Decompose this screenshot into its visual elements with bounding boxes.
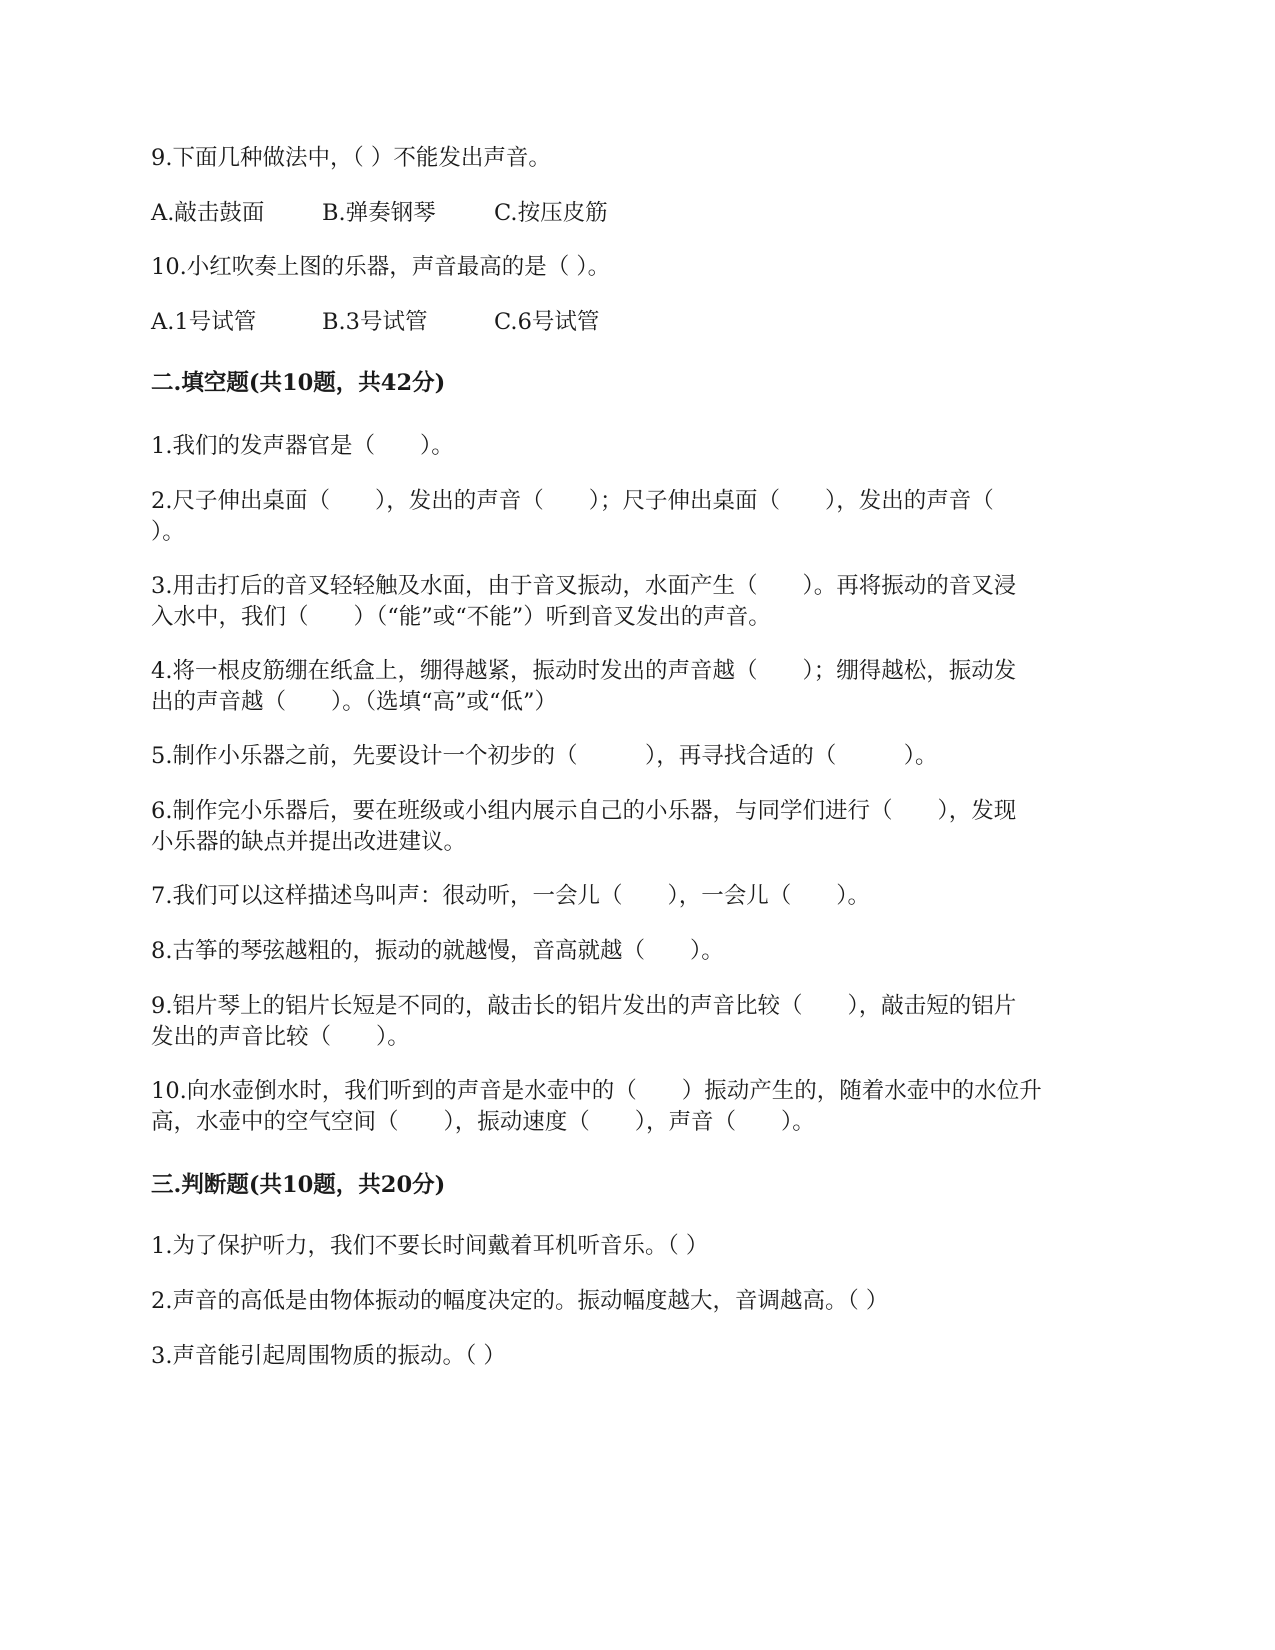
judge-question-2: 2.声音的高低是由物体振动的幅度决定的。振动幅度越大，音调越高。（ ） bbox=[151, 1288, 889, 1314]
fill-question-7: 7.我们可以这样描述鸟叫声：很动听，一会儿（ ），一会儿（ ）。 bbox=[151, 883, 870, 909]
fill-question-4-line-1: 4.将一根皮筋绷在纸盒上，绷得越紧，振动时发出的声音越（ ）；绷得越松，振动发 bbox=[151, 658, 1017, 684]
choice-question-10-stem: 10.小红吹奏上图的乐器，声音最高的是（ ）。 bbox=[151, 254, 611, 280]
fill-question-4-line-2: 出的声音越（ ）。（选填“高”或“低”） bbox=[151, 689, 558, 715]
judge-question-3: 3.声音能引起周围物质的振动。（ ） bbox=[151, 1343, 506, 1369]
fill-question-9-line-2: 发出的声音比较（ ）。 bbox=[151, 1024, 410, 1050]
choice-question-9-stem: 9.下面几种做法中，（ ）不能发出声音。 bbox=[151, 145, 551, 171]
choice-question-9-options bbox=[151, 197, 1121, 230]
fill-question-3-line-1: 3.用击打后的音叉轻轻触及水面，由于音叉振动，水面产生（ ）。再将振动的音叉浸 bbox=[151, 573, 1017, 599]
option-c: C.按压皮筋 bbox=[494, 200, 608, 226]
option-c: C.6号试管 bbox=[494, 309, 600, 335]
fill-question-5: 5.制作小乐器之前，先要设计一个初步的（ ），再寻找合适的（ ）。 bbox=[151, 743, 938, 769]
fill-question-2-line-2: ）。 bbox=[151, 519, 185, 545]
fill-question-2-line-1: 2.尺子伸出桌面（ ），发出的声音（ ）；尺子伸出桌面（ ），发出的声音（ bbox=[151, 488, 994, 514]
option-a: A.敲击鼓面 bbox=[151, 200, 265, 226]
section-heading-fill-in: 二.填空题(共10题，共42分) bbox=[151, 370, 446, 396]
fill-question-1: 1.我们的发声器官是（ ）。 bbox=[151, 433, 454, 459]
fill-question-10-line-1: 10.向水壶倒水时，我们听到的声音是水壶中的（ ）振动产生的，随着水壶中的水位升 bbox=[151, 1078, 1042, 1104]
fill-question-6-line-1: 6.制作完小乐器后，要在班级或小组内展示自己的小乐器，与同学们进行（ ），发现 bbox=[151, 798, 1017, 824]
option-b: B.3号试管 bbox=[322, 309, 428, 335]
section-heading-true-false: 三.判断题(共10题，共20分) bbox=[151, 1172, 446, 1198]
fill-question-10-line-2: 高，水壶中的空气空间（ ），振动速度（ ），声音（ ）。 bbox=[151, 1109, 815, 1135]
judge-question-1: 1.为了保护听力，我们不要长时间戴着耳机听音乐。（ ） bbox=[151, 1233, 709, 1259]
choice-question-10-options bbox=[151, 306, 1121, 339]
fill-question-6-line-2: 小乐器的缺点并提出改进建议。 bbox=[151, 829, 467, 855]
fill-question-8: 8.古筝的琴弦越粗的，振动的就越慢，音高就越（ ）。 bbox=[151, 938, 724, 964]
option-b: B.弹奏钢琴 bbox=[322, 200, 436, 226]
fill-question-3-line-2: 入水中，我们（ ）（“能”或“不能”）听到音叉发出的声音。 bbox=[151, 604, 771, 630]
fill-question-9-line-1: 9.铝片琴上的铝片长短是不同的，敲击长的铝片发出的声音比较（ ），敲击短的铝片 bbox=[151, 993, 1017, 1019]
option-a: A.1号试管 bbox=[151, 309, 257, 335]
